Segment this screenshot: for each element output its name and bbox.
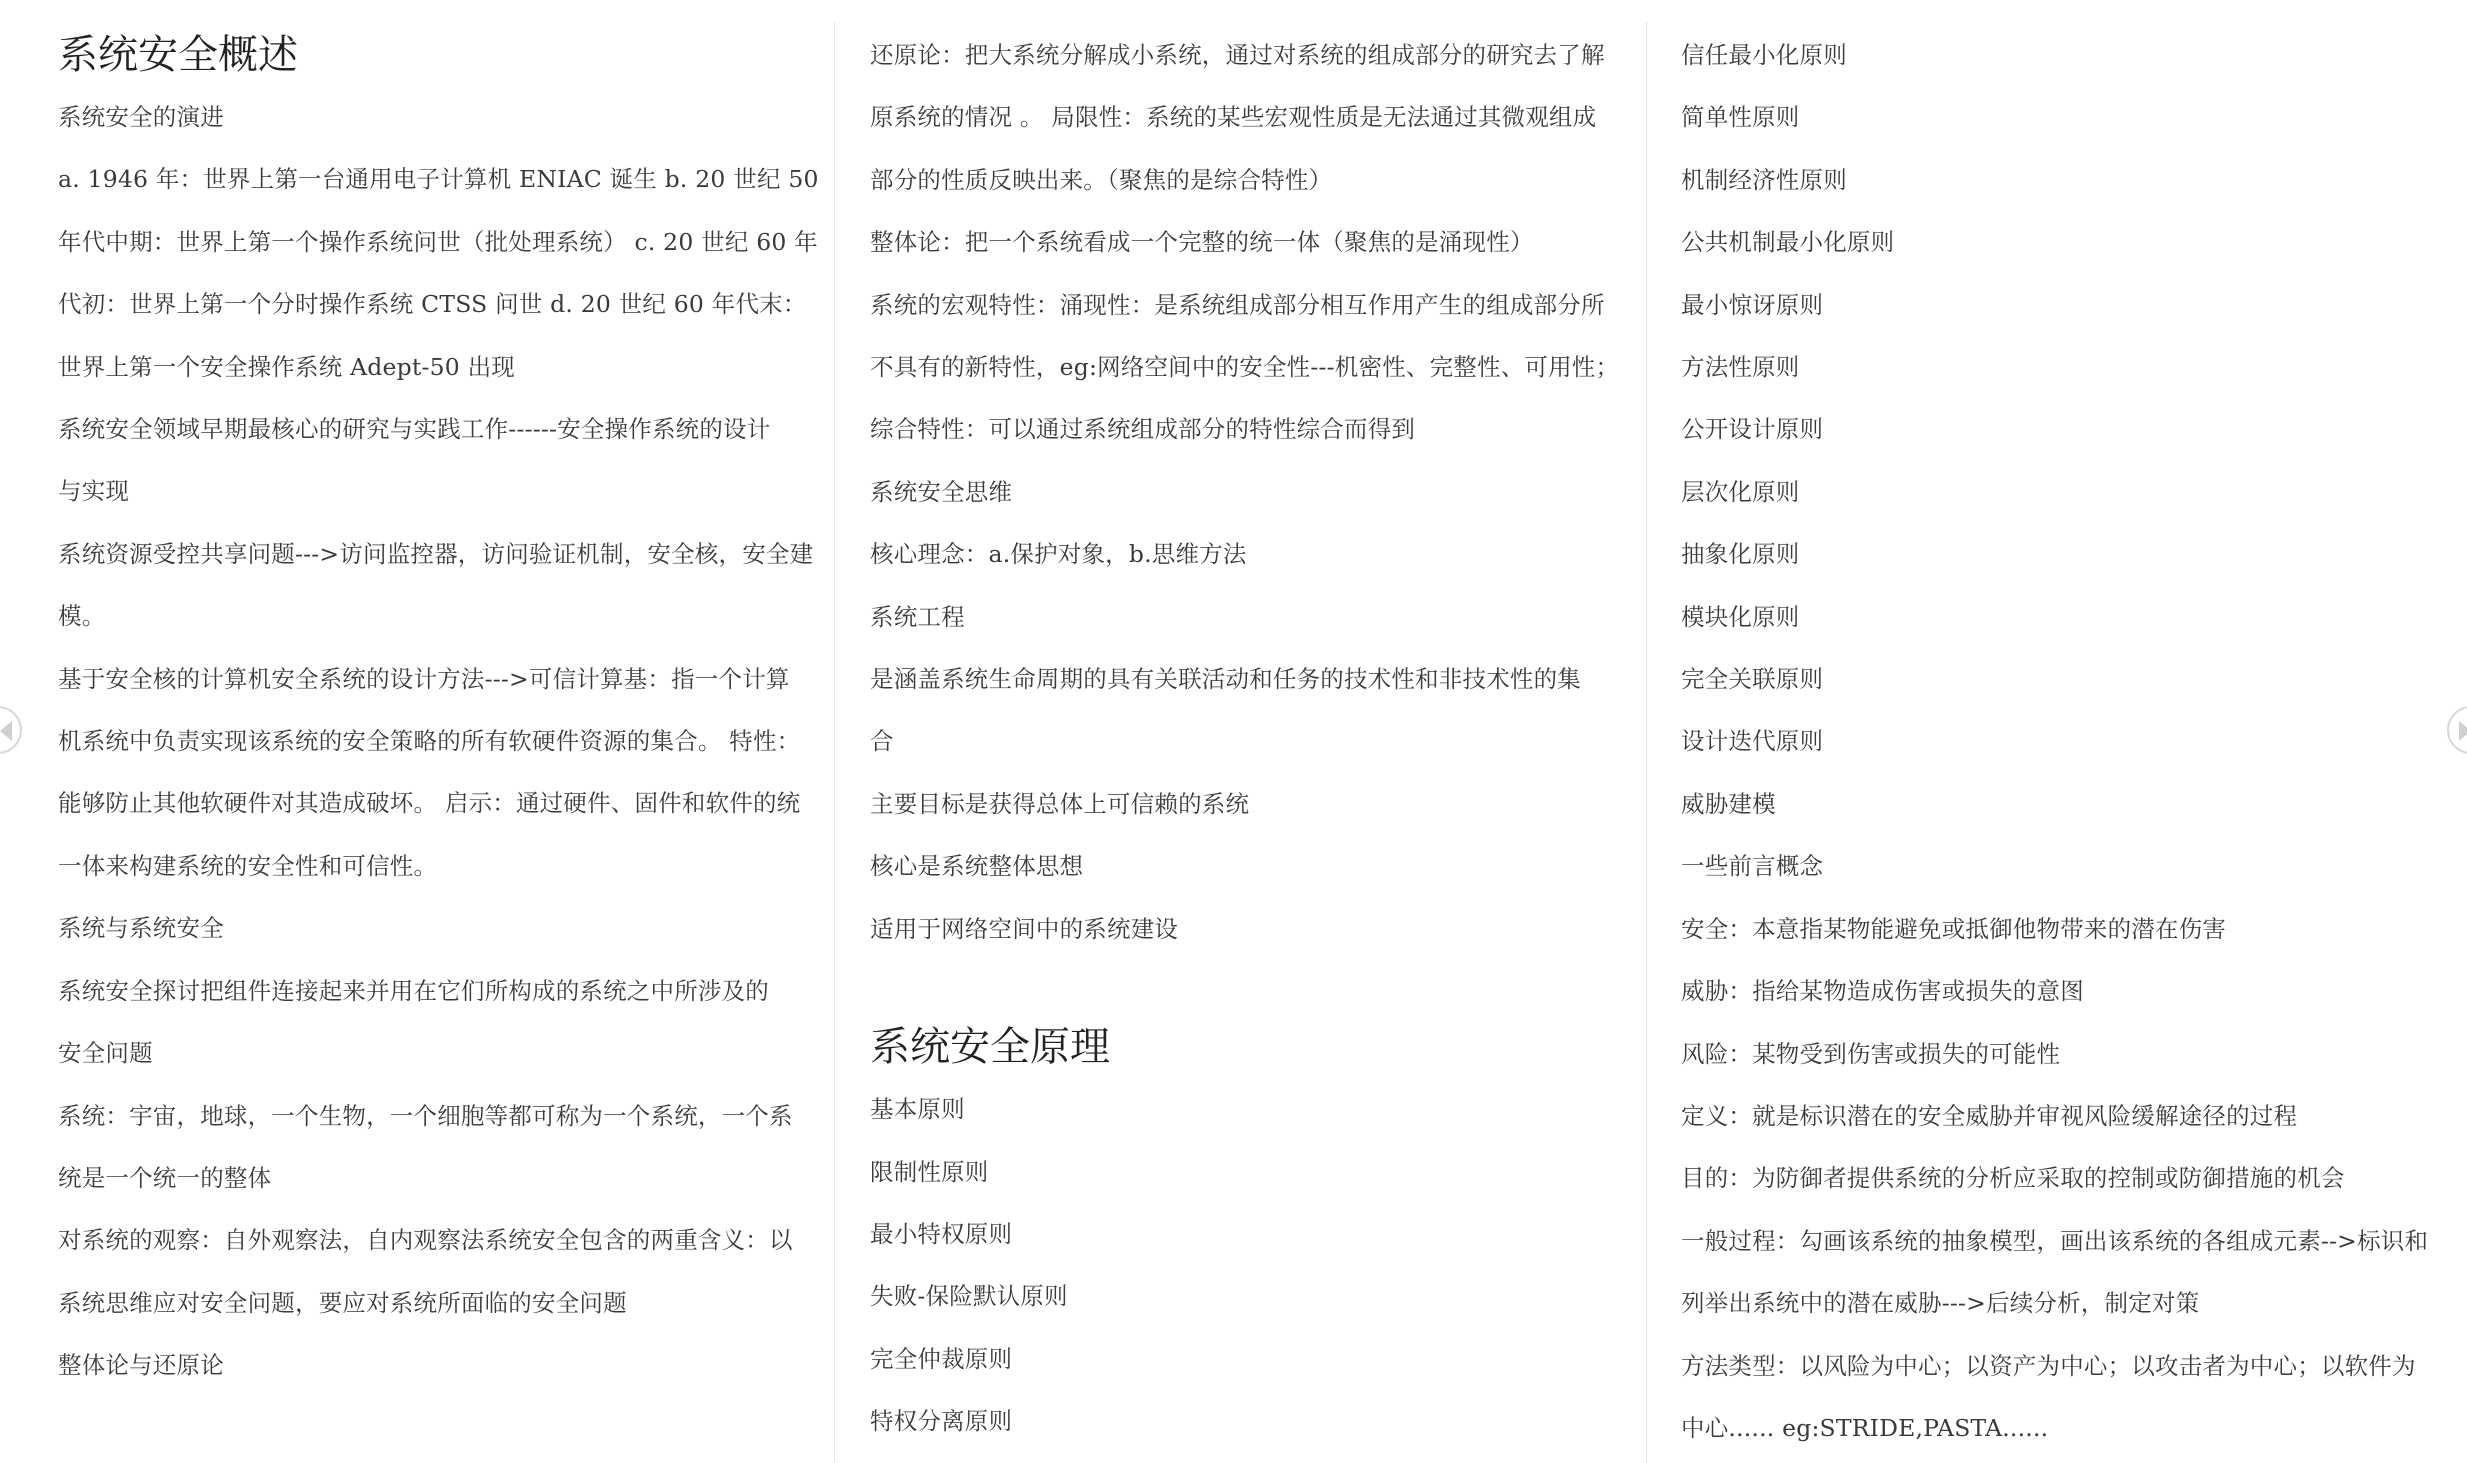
section-heading: 系统安全原理 [870,1024,1110,1071]
text-line: 核心是系统整体思想 [870,852,1084,881]
text-line: 一些前言概念 [1681,852,1824,881]
paragraph [58,86,806,148]
text-line: 方法性原则 [1681,353,1800,382]
paragraph [870,1328,1618,1390]
text-line: 系统工程 [870,602,965,631]
text-line: 系统思维应对安全问题，要应对系统所面临的安全问题 [58,1288,627,1317]
text-line: 与实现 [58,477,130,506]
paragraph [1681,1147,2423,1209]
paragraph [58,148,819,398]
text-line: 公共机制最小化原则 [1681,228,1895,257]
paragraph [1681,24,2423,86]
paragraph [870,461,1618,523]
paragraph [1681,274,2423,336]
chevron-left-icon [0,721,12,741]
paragraph [1681,710,2423,772]
text-line: 目的：为防御者提供系统的分析应采取的控制或防御措施的机会 [1681,1164,2345,1193]
text-line: 基本原则 [870,1095,965,1124]
text-line: 最小特权原则 [870,1219,1013,1248]
text-line: 世界上第一个安全操作系统 Adept-50 出现 [58,352,515,381]
text-line: 威胁建模 [1681,789,1776,818]
paragraph [58,523,814,648]
text-line: 对系统的观察：自外观察法，自内观察法系统安全包含的两重含义：以 [58,1226,793,1255]
text-line: 系统：宇宙，地球，一个生物，一个细胞等都可称为一个系统，一个系 [58,1101,793,1130]
text-line: 公开设计原则 [1681,415,1824,444]
paragraph [1681,1085,2423,1147]
paragraph [1681,149,2423,211]
paragraph [58,398,806,523]
paragraph [1681,398,2423,460]
paragraph [870,274,1618,461]
text-line: 核心理念：a.保护对象，b.思维方法 [870,540,1247,569]
text-line: 综合特性：可以通过系统组成部分的特性综合而得到 [870,415,1416,444]
paragraph [1681,586,2423,648]
paragraph [1681,835,2423,897]
paragraph [1681,1023,2423,1085]
text-line: 风险：某物受到伤害或损失的可能性 [1681,1039,2061,1068]
text-line: 最小惊讶原则 [1681,290,1824,319]
text-line: 信任最小化原则 [1681,41,1847,69]
text-line: 统是一个统一的整体 [58,1163,272,1192]
paragraph [58,1334,806,1396]
next-page-button[interactable] [2447,706,2467,754]
paragraph [1681,336,2423,398]
paragraph [870,835,1618,897]
text-line: 一般过程：勾画该系统的抽象模型，画出该系统的各组成元素-->标识和 [1681,1226,2429,1255]
paragraph [58,648,806,898]
column-divider [1646,22,1647,1463]
column-2 [870,0,1618,1463]
paragraph [1681,648,2423,710]
text-line: 系统安全探讨把组件连接起来并用在它们所构成的系统之中所涉及的 [58,976,769,1005]
text-line: 机制经济性原则 [1681,165,1847,194]
text-line: 一体来构建系统的安全性和可信性。 [58,851,438,880]
column-3 [1681,0,2429,1463]
paragraph [1681,773,2423,835]
text-line: 安全问题 [58,1039,153,1068]
text-line: 中心...... eg:STRIDE,PASTA...... [1681,1413,2049,1442]
paragraph [870,1390,1618,1452]
text-line: 方法类型：以风险为中心；以资产为中心；以攻击者为中心；以软件为 [1681,1351,2416,1380]
paragraph [58,1209,806,1334]
text-line: 威胁：指给某物造成伤害或损失的意图 [1681,977,2084,1006]
paragraph [870,1203,1618,1265]
text-line: 完全关联原则 [1681,665,1824,694]
text-line: 原系统的情况 。 局限性：系统的某些宏观性质是无法通过其微观组成 [870,103,1597,132]
text-line: 适用于网络空间中的系统建设 [870,914,1179,943]
text-line: 主要目标是获得总体上可信赖的系统 [870,789,1250,818]
text-line: 安全：本意指某物能避免或抵御他物带来的潜在伤害 [1681,914,2227,943]
text-line: 系统安全的演进 [58,103,224,131]
paragraph [870,211,1618,273]
text-line: 合 [870,727,894,756]
text-line: 年代中期：世界上第一个操作系统问世（批处理系统） c. 20 世纪 60 年 [58,227,818,256]
text-line: 定义：就是标识潜在的安全威胁并审视风险缓解途径的过程 [1681,1101,2298,1130]
paragraph [1681,211,2423,273]
text-line: 不具有的新特性，eg:网络空间中的安全性---机密性、完整性、可用性； [870,353,1620,382]
paragraph [1681,960,2423,1022]
text-line: 能够防止其他软硬件对其造成破坏。 启示：通过硬件、固件和软件的统 [58,789,801,818]
paragraph [58,897,806,959]
column-1 [58,0,819,1463]
text-line: 模。 [58,602,106,631]
paragraph [1681,461,2423,523]
text-line: 基于安全核的计算机安全系统的设计方法--->可信计算基：指一个计算 [58,664,790,693]
text-line: 机系统中负责实现该系统的安全策略的所有软硬件资源的集合。 特性： [58,727,801,756]
paragraph [870,1078,1618,1140]
paragraph [870,523,1618,585]
text-line: 失败-保险默认原则 [870,1282,1068,1311]
paragraph [58,960,806,1085]
text-line: 还原论：把大系统分解成小系统，通过对系统的组成部分的研究去了解 [870,41,1605,69]
text-line: 整体论与还原论 [58,1351,224,1380]
paragraph [58,1085,806,1210]
text-line: 特权分离原则 [870,1407,1013,1436]
text-line: 抽象化原则 [1681,540,1800,569]
paragraph [1681,86,2423,148]
paragraph [1681,898,2423,960]
text-line: 限制性原则 [870,1157,989,1186]
chevron-right-icon [2459,721,2467,741]
text-line: 代初：世界上第一个分时操作系统 CTSS 问世 d. 20 世纪 60 年代末： [58,290,807,319]
text-line: 系统的宏观特性：涌现性：是系统组成部分相互作用产生的组成部分所 [870,290,1605,319]
paragraph [1681,1210,2429,1335]
paragraph [1681,523,2423,585]
text-line: 设计迭代原则 [1681,727,1824,756]
paragraph [870,898,1618,960]
text-line: 部分的性质反映出来。（聚焦的是综合特性） [870,165,1333,194]
section-heading: 系统安全概述 [58,32,298,78]
text-line: 系统安全领域早期最核心的研究与实践工作------安全操作系统的设计 [58,415,771,444]
text-line: a. 1946 年：世界上第一台通用电子计算机 ENIAC 诞生 b. 20 世纪 50 [58,165,819,194]
column-divider [834,22,835,1463]
text-line: 模块化原则 [1681,602,1800,631]
previous-page-button[interactable] [0,706,22,754]
paragraph [870,1265,1618,1327]
text-line: 简单性原则 [1681,103,1800,132]
paragraph [1681,1335,2423,1460]
text-line: 系统资源受控共享问题--->访问监控器，访问验证机制，安全核，安全建 [58,539,814,568]
text-line: 完全仲裁原则 [870,1344,1013,1373]
paragraph [870,1141,1618,1203]
text-line: 系统安全思维 [870,477,1013,506]
paragraph [870,24,1618,211]
text-line: 是涵盖系统生命周期的具有关联活动和任务的技术性和非技术性的集 [870,665,1581,694]
text-line: 列举出系统中的潜在威胁--->后续分析，制定对策 [1681,1289,2200,1318]
text-line: 整体论：把一个系统看成一个完整的统一体（聚焦的是涌现性） [870,228,1534,257]
paragraph [870,773,1618,835]
paragraph [870,586,1618,648]
text-line: 层次化原则 [1681,477,1800,506]
paragraph [870,648,1618,773]
text-line: 系统与系统安全 [58,914,224,943]
